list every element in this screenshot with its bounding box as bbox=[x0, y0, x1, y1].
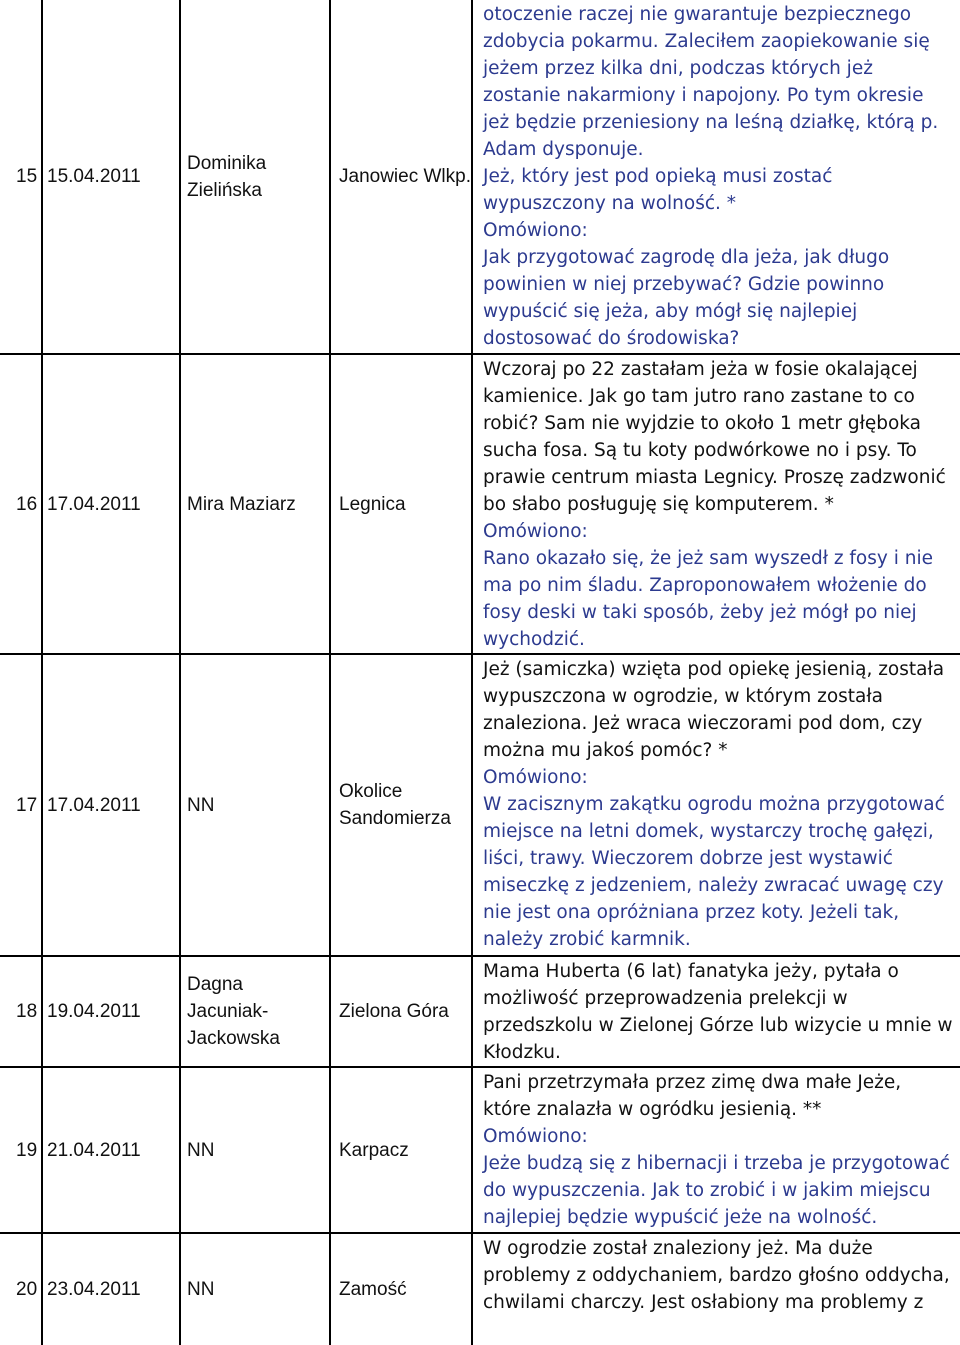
row-date: 15.04.2011 bbox=[42, 0, 180, 354]
row-number: 16 bbox=[0, 354, 42, 654]
discussed-label: Omówiono: bbox=[483, 220, 588, 241]
description-paragraph: Pani przetrzymała przez zimę dwa małe Jeże, które znalazła w ogródku jesienią. ** bbox=[483, 1072, 902, 1120]
discussed-label: Omówiono: bbox=[483, 767, 588, 788]
description-paragraph: Jeż (samiczka) wzięta pod opiekę jesienią, została wypuszczona w ogrodzie, w którym została znaleziona. Jeż wraca wieczorami pod dom, czy można mu jakoś pomóc? * bbox=[483, 659, 945, 761]
row-date: 17.04.2011 bbox=[42, 354, 180, 654]
table-row bbox=[0, 354, 960, 654]
row-location: Legnica bbox=[330, 354, 472, 654]
row-location: Zielona Góra bbox=[330, 956, 472, 1067]
table-row bbox=[0, 654, 960, 956]
row-number: 17 bbox=[0, 654, 42, 956]
row-person: NN bbox=[180, 654, 330, 956]
row-location: Zamość bbox=[330, 1233, 472, 1345]
row-person: Dominika Zielińska bbox=[180, 0, 330, 354]
table-row bbox=[0, 956, 960, 1067]
row-person: NN bbox=[180, 1067, 330, 1233]
description-paragraph: Jeże budzą się z hibernacji i trzeba je przygotować do wypuszczenia. Jak to zrobić i w jakim miejscu najlepiej będzie wypuścić jeże na wolność. bbox=[483, 1153, 950, 1228]
row-number: 18 bbox=[0, 956, 42, 1067]
row-date: 17.04.2011 bbox=[42, 654, 180, 956]
description-paragraph: otoczenie raczej nie gwarantuje bezpiecznego zdobycia pokarmu. Zaleciłem zaopiekowanie się jeżem przez kilka dni, podczas których jeż zostanie nakarmiony i napojony. Po tym okresie jeż będzie przeniesiony na leśną działkę, którą p. Adam dysponuje. bbox=[483, 4, 939, 160]
table-row bbox=[0, 0, 960, 354]
row-location: Karpacz bbox=[330, 1067, 472, 1233]
table-row bbox=[0, 1067, 960, 1233]
description-paragraph: Wczoraj po 22 zastałam jeża w fosie okalającej kamienice. Jak go tam jutro rano zastane to co robić? Sam nie wyjdzie to około 1 metr głęboka sucha fosa. Są tu koty podwórkowe no i psy. To prawie centrum miasta Legnicy. Proszę zadzwonić bo słabo posługuję się komputerem. * bbox=[483, 359, 946, 515]
description-paragraph: W ogrodzie został znaleziony jeż. Ma duże problemy z oddychaniem, bardzo głośno oddycha, chwilami charczy. Jest osłabiony ma problemy z bbox=[483, 1238, 950, 1313]
row-description bbox=[472, 0, 960, 354]
row-description bbox=[472, 1067, 960, 1233]
description-paragraph: Jeż, który jest pod opieką musi zostać wypuszczony na wolność. * bbox=[483, 166, 833, 214]
row-number: 19 bbox=[0, 1067, 42, 1233]
row-person: NN bbox=[180, 1233, 330, 1345]
row-date: 19.04.2011 bbox=[42, 956, 180, 1067]
discussed-label: Omówiono: bbox=[483, 1126, 588, 1147]
description-paragraph: W zacisznym zakątku ogrodu można przygotować miejsce na letni domek, wystarczy trochę gałęzi, liści, trawy. Wieczorem dobrze jest wystawić miseczkę z jedzeniem, należy zwracać uwagę czy nie jest ona opróżniana przez koty. Jeżeli tak, należy zrobić karmnik. bbox=[483, 794, 945, 950]
row-person: Mira Maziarz bbox=[180, 354, 330, 654]
row-description bbox=[472, 1233, 960, 1345]
row-location: Janowiec Wlkp. bbox=[330, 0, 472, 354]
table-row bbox=[0, 1233, 960, 1345]
row-date: 23.04.2011 bbox=[42, 1233, 180, 1345]
row-number: 15 bbox=[0, 0, 42, 354]
row-number: 20 bbox=[0, 1233, 42, 1345]
discussed-label: Omówiono: bbox=[483, 521, 588, 542]
row-description bbox=[472, 354, 960, 654]
description-paragraph: Rano okazało się, że jeż sam wyszedł z fosy i nie ma po nim śladu. Zaproponowałem włożenie do fosy deski w taki sposób, żeby jeż mógł po niej wychodzić. bbox=[483, 548, 933, 650]
row-description bbox=[472, 654, 960, 956]
row-location: Okolice Sandomierza bbox=[330, 654, 472, 956]
description-paragraph: Mama Huberta (6 lat) fanatyka jeży, pytała o możliwość przeprowadzenia prelekcji w przedszkolu w Zielonej Górze lub wizycie u mnie w Kłodzku. bbox=[483, 961, 953, 1063]
row-date: 21.04.2011 bbox=[42, 1067, 180, 1233]
row-person: Dagna Jacuniak-Jackowska bbox=[180, 956, 330, 1067]
row-description bbox=[472, 956, 960, 1067]
description-paragraph: Jak przygotować zagrodę dla jeża, jak długo powinien w niej przebywać? Gdzie powinno wypuścić się jeża, aby mógł się najlepiej dostosować do środowiska? bbox=[483, 247, 890, 349]
